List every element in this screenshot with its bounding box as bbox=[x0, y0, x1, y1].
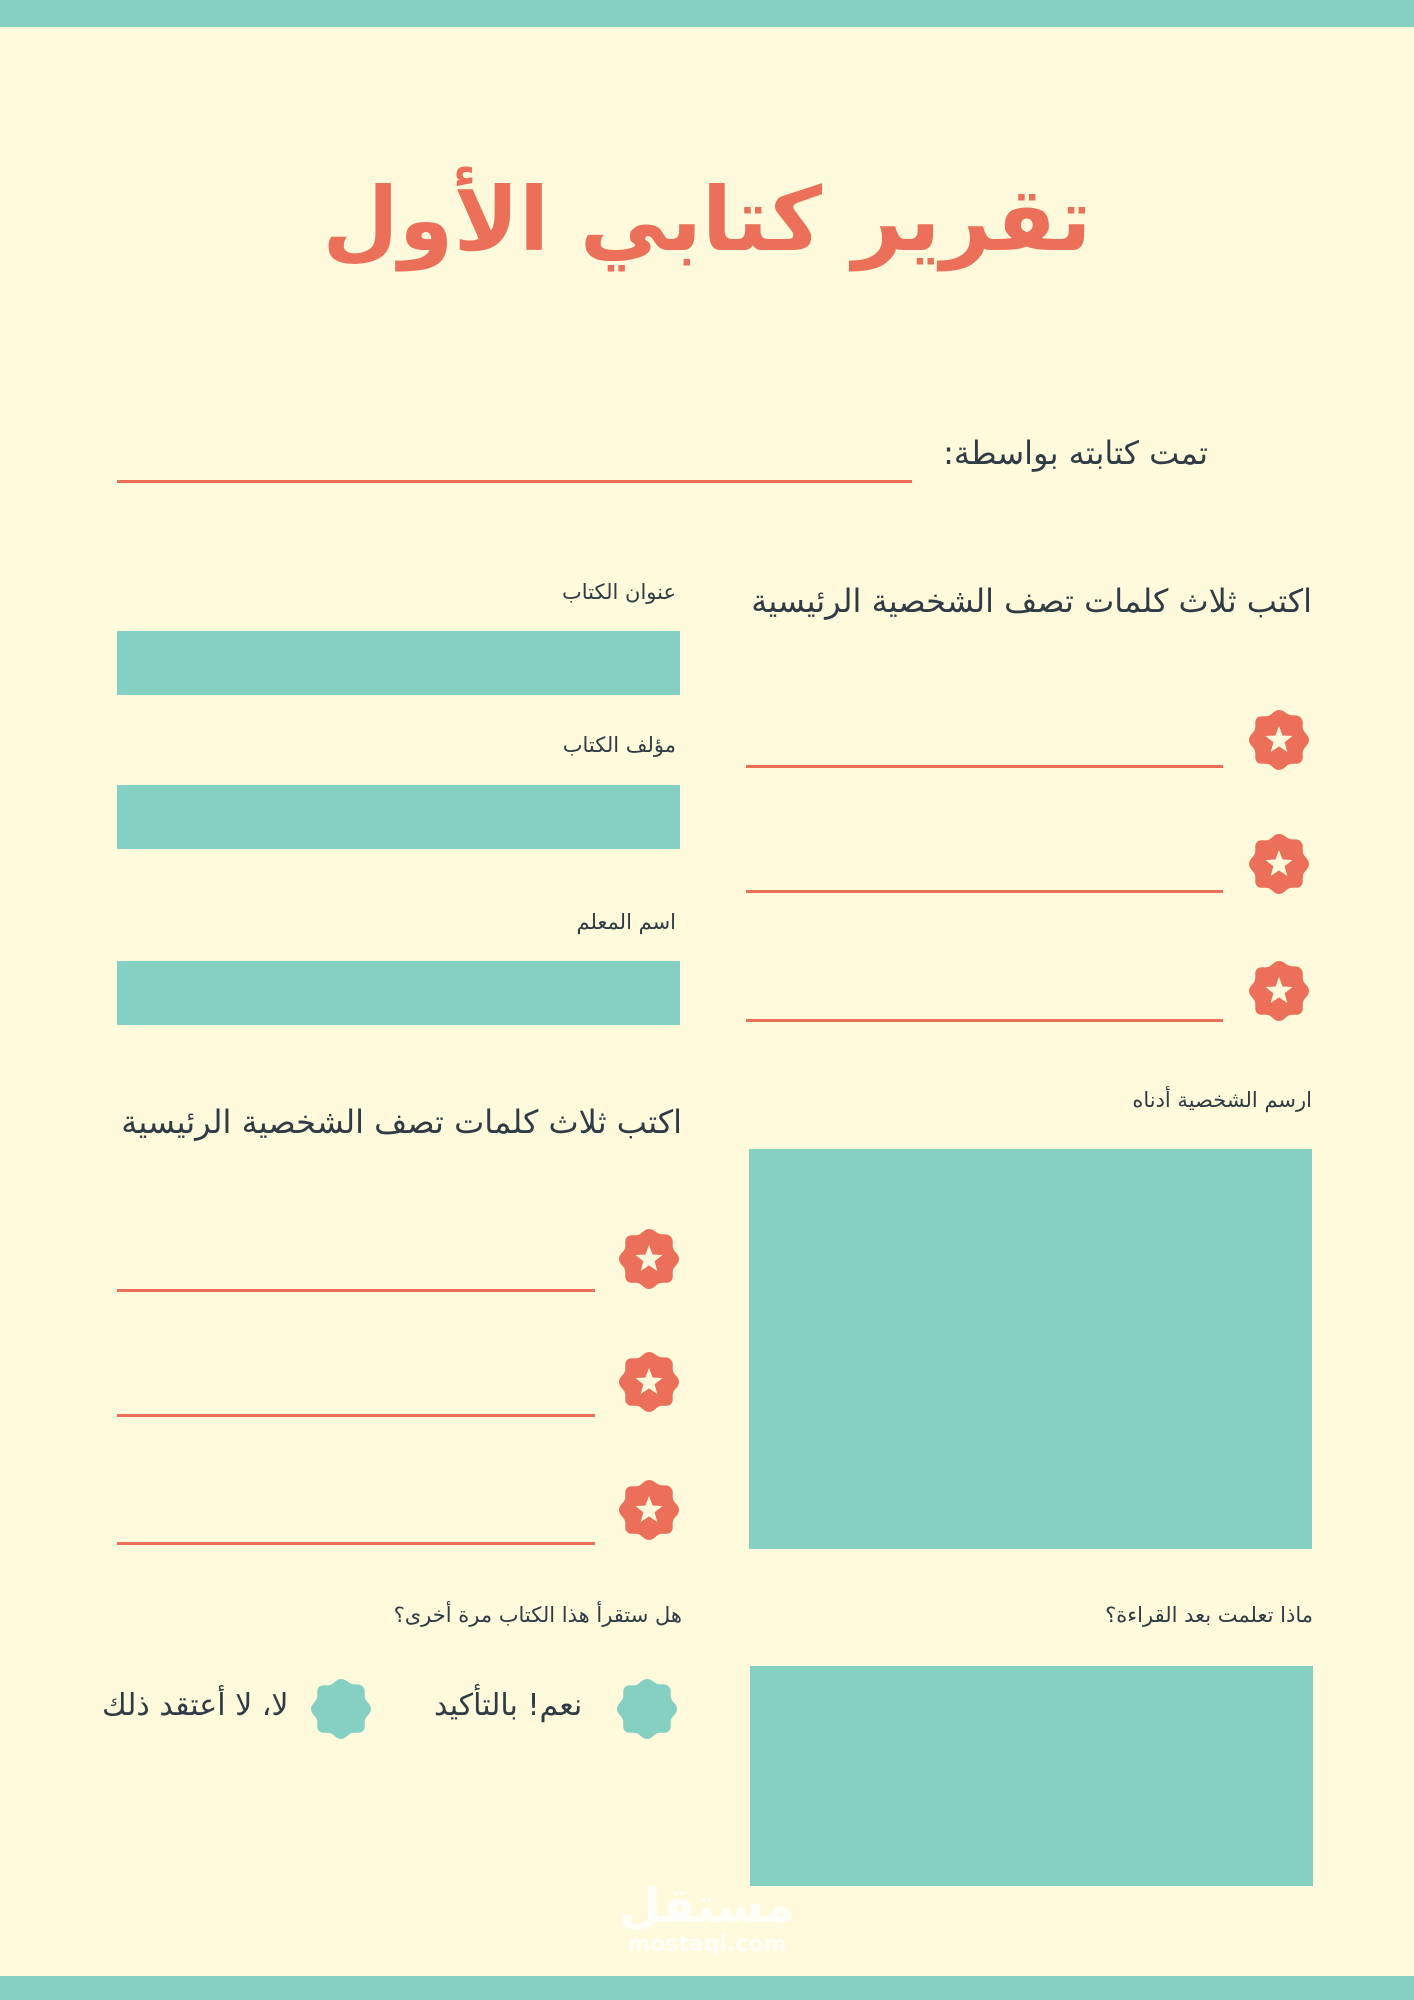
scalloped-circle-icon bbox=[616, 1678, 678, 1740]
star-badge-icon bbox=[618, 1228, 680, 1290]
yes-option-radio[interactable] bbox=[616, 1678, 678, 1740]
book-author-label: مؤلف الكتاب bbox=[562, 733, 676, 757]
no-option-label: لا، لا أعتقد ذلك bbox=[102, 1688, 289, 1723]
star-badge-icon bbox=[1248, 960, 1310, 1022]
word-line-right-1[interactable] bbox=[746, 765, 1223, 768]
page-title: تقرير كتابي الأول bbox=[322, 168, 1092, 271]
teacher-name-label: اسم المعلم bbox=[576, 910, 676, 934]
star-badge-icon bbox=[1248, 709, 1310, 771]
learned-answer-area[interactable] bbox=[750, 1666, 1313, 1886]
word-line-left-1[interactable] bbox=[117, 1289, 595, 1292]
words-heading-left: اكتب ثلاث كلمات تصف الشخصية الرئيسية bbox=[121, 1103, 682, 1141]
watermark-url: mostaql.com bbox=[627, 1932, 787, 1957]
word-line-right-2[interactable] bbox=[746, 890, 1223, 893]
book-title-field[interactable] bbox=[117, 631, 680, 695]
star-badge-icon bbox=[618, 1479, 680, 1541]
watermark bbox=[612, 1880, 802, 1958]
no-option-radio[interactable] bbox=[310, 1678, 372, 1740]
draw-character-label: ارسم الشخصية أدناه bbox=[1132, 1088, 1312, 1112]
watermark-logo-ar: مستقل bbox=[619, 1878, 795, 1934]
book-author-field[interactable] bbox=[117, 785, 680, 849]
learned-question: ماذا تعلمت بعد القراءة؟ bbox=[1105, 1603, 1313, 1627]
scalloped-circle-icon bbox=[310, 1678, 372, 1740]
bottom-band bbox=[0, 1976, 1414, 2000]
written-by-label: تمت كتابته بواسطة: bbox=[943, 434, 1208, 472]
written-by-field[interactable] bbox=[117, 480, 912, 483]
word-line-left-3[interactable] bbox=[117, 1542, 595, 1545]
star-badge-icon bbox=[1248, 833, 1310, 895]
star-badge-icon bbox=[618, 1351, 680, 1413]
draw-character-area[interactable] bbox=[749, 1149, 1312, 1549]
words-heading-right: اكتب ثلاث كلمات تصف الشخصية الرئيسية bbox=[751, 582, 1312, 620]
book-title-label: عنوان الكتاب bbox=[562, 580, 676, 604]
teacher-name-field[interactable] bbox=[117, 961, 680, 1025]
top-band bbox=[0, 0, 1414, 27]
word-line-left-2[interactable] bbox=[117, 1414, 595, 1417]
word-line-right-3[interactable] bbox=[746, 1019, 1223, 1022]
yes-option-label: نعم! بالتأكيد bbox=[434, 1688, 583, 1723]
read-again-question: هل ستقرأ هذا الكتاب مرة أخرى؟ bbox=[393, 1603, 682, 1627]
